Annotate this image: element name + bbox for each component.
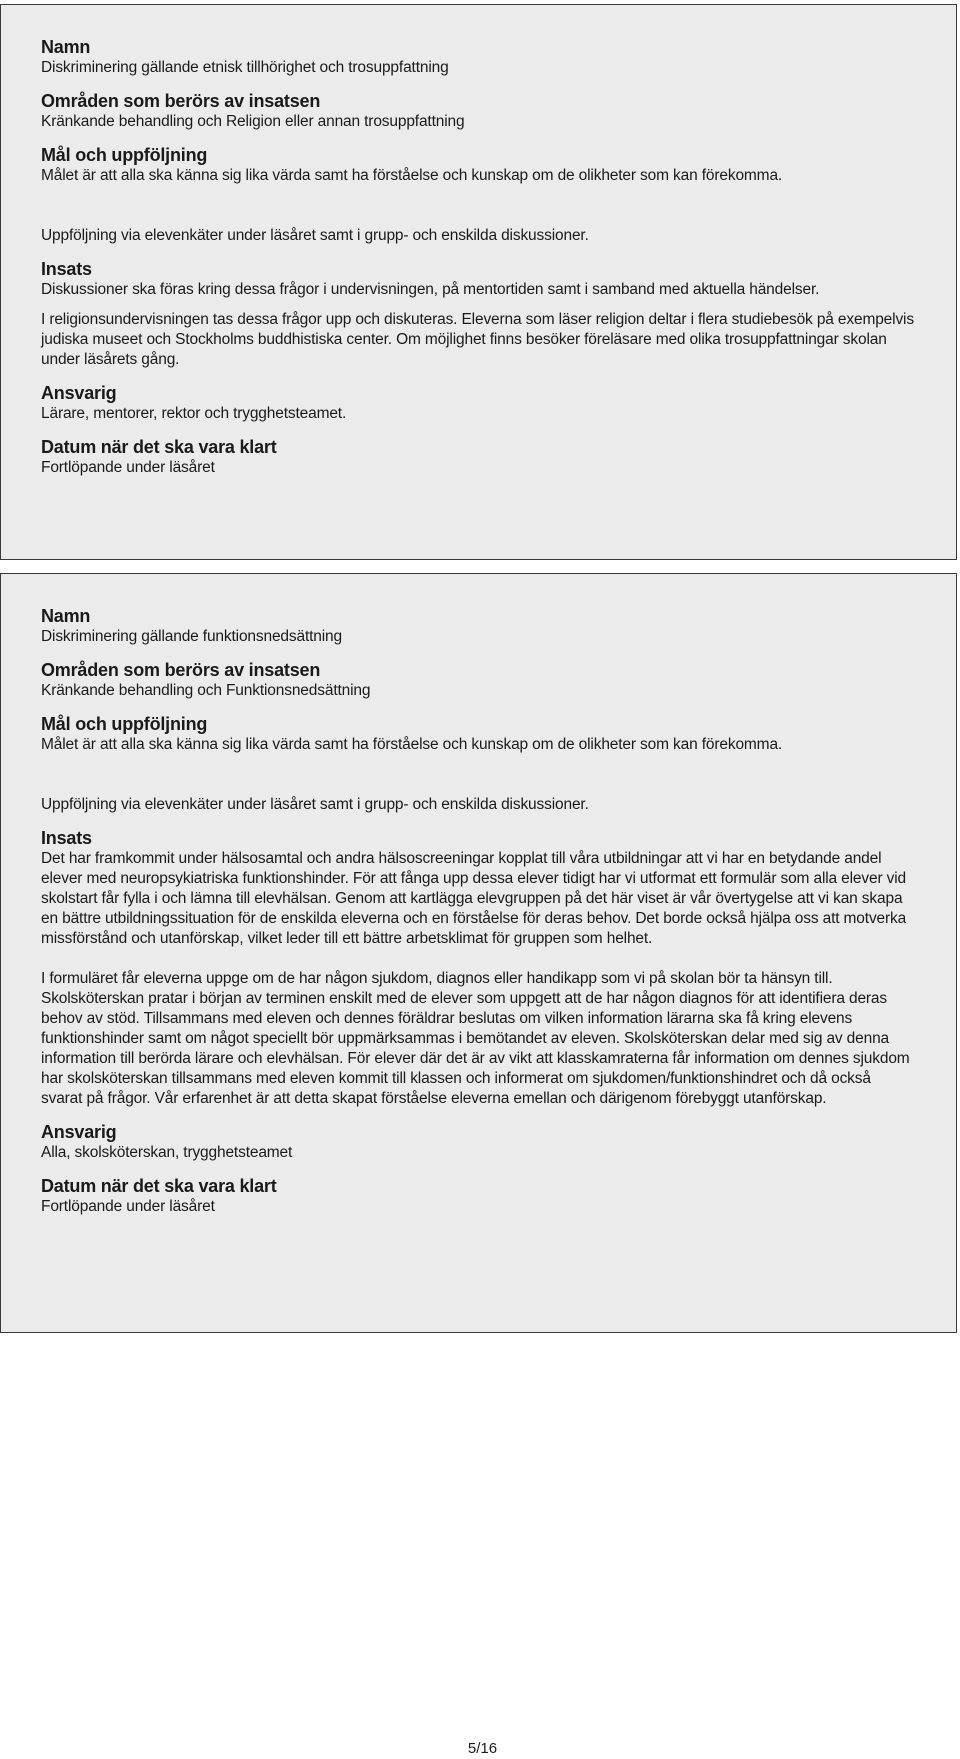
action-text: Det har framkommit under hälsosamtal och andra hälsoscreeningar kopplat till våra utbildningar att vi har en betydande andel elever med neuropsykiatriska funktionshinder. För att fånga upp dessa elever tidigt har vi utformat ett formulär som alla elever vid skolstart får fylla i och lämna till elevhälsan. Genom att kartlägga elevgruppen på det här viset är vår övertygelse att vi kan skapa en bättre utbildningssituation för de enskilda eleverna och en förståelse för deras behov. Det borde också hjälpa oss att motverka missförstånd och utanförskap, vilket leder till ett bättre arbetsklimat för gruppen som helhet. (41, 850, 907, 947)
followup-text: Uppföljning via elevenkäter under läsåret samt i grupp- och enskilda diskussioner. (41, 227, 589, 244)
name-section (41, 36, 916, 78)
goal-heading: Mål och uppföljning (41, 145, 208, 165)
page-footer (0, 1740, 960, 1758)
action-text: Diskussioner ska föras kring dessa frågor i undervisningen, på mentortiden samt i samband med aktuella händelser. (41, 281, 820, 298)
responsible-heading: Ansvarig (41, 1122, 117, 1142)
action-section (41, 258, 916, 370)
followup-text: Uppföljning via elevenkäter under läsåret samt i grupp- och enskilda diskussioner. (41, 796, 589, 813)
responsible-section (41, 382, 916, 424)
action-section (41, 827, 916, 1109)
areas-section (41, 90, 916, 132)
responsible-value: Lärare, mentorer, rektor och trygghetsteamet. (41, 405, 347, 422)
goal-text: Målet är att alla ska känna sig lika värda samt ha förståelse och kunskap om de olikheter som kan förekomma. (41, 167, 783, 184)
action-heading: Insats (41, 259, 92, 279)
name-heading: Namn (41, 606, 91, 626)
date-section (41, 1175, 916, 1217)
date-value: Fortlöpande under läsåret (41, 1198, 215, 1215)
responsible-value: Alla, skolsköterskan, trygghetsteamet (41, 1144, 293, 1161)
responsible-section (41, 1121, 916, 1163)
name-heading: Namn (41, 37, 91, 57)
goal-section (41, 144, 916, 246)
action-heading: Insats (41, 828, 92, 848)
date-section (41, 436, 916, 478)
page-number: 5/16 (467, 1740, 498, 1757)
areas-value: Kränkande behandling och Religion eller annan trosuppfattning (41, 113, 465, 130)
action-card-ethnicity (0, 4, 957, 560)
name-value: Diskriminering gällande etnisk tillhörighet och trosuppfattning (41, 59, 449, 76)
areas-section (41, 659, 916, 701)
goal-text: Målet är att alla ska känna sig lika värda samt ha förståelse och kunskap om de olikheter som kan förekomma. (41, 736, 783, 753)
name-value: Diskriminering gällande funktionsnedsättning (41, 628, 342, 645)
areas-heading: Områden som berörs av insatsen (41, 660, 321, 680)
goal-section (41, 713, 916, 815)
action-text-2: I religionsundervisningen tas dessa frågor upp och diskuteras. Eleverna som läser religion deltar i flera studiebesök på exempelvis judiska museet och Stockholms buddhistiska center. Om möjlighet finns besöker föreläsare med olika trosuppfattningar skolan under läsårets gång. (41, 311, 914, 368)
areas-heading: Områden som berörs av insatsen (41, 91, 321, 111)
date-heading: Datum när det ska vara klart (41, 437, 277, 457)
action-text-2: I formuläret får eleverna uppge om de har någon sjukdom, diagnos eller handikapp som vi på skolan bör ta hänsyn till. Skolsköterskan pratar i början av terminen enskilt med de elever som uppgett att de har någon diagnos för att identifiera deras behov av stöd. Tillsammans med eleven och dennes föräldrar beslutas om vilken information lärarna ska få kring elevens funktionshinder samt om något speciellt bör uppmärksammas i bemötandet av eleven. Skolsköterskan delar med sig av denna information till berörda lärare och elevhälsan. För elever där det är av vikt att klasskamraterna får information om dennes sjukdom har skolsköterskan tillsammans med eleven kommit till klassen och informerat om sjukdomen/funktionshindret och då också svarat på frågor. Vår erfarenhet är att detta skapat förståelse eleverna emellan och därigenom förebyggt utanförskap. (41, 970, 910, 1107)
areas-value: Kränkande behandling och Funktionsnedsättning (41, 682, 371, 699)
goal-heading: Mål och uppföljning (41, 714, 208, 734)
date-value: Fortlöpande under läsåret (41, 459, 215, 476)
action-card-disability (0, 573, 957, 1333)
name-section (41, 605, 916, 647)
responsible-heading: Ansvarig (41, 383, 117, 403)
date-heading: Datum när det ska vara klart (41, 1176, 277, 1196)
